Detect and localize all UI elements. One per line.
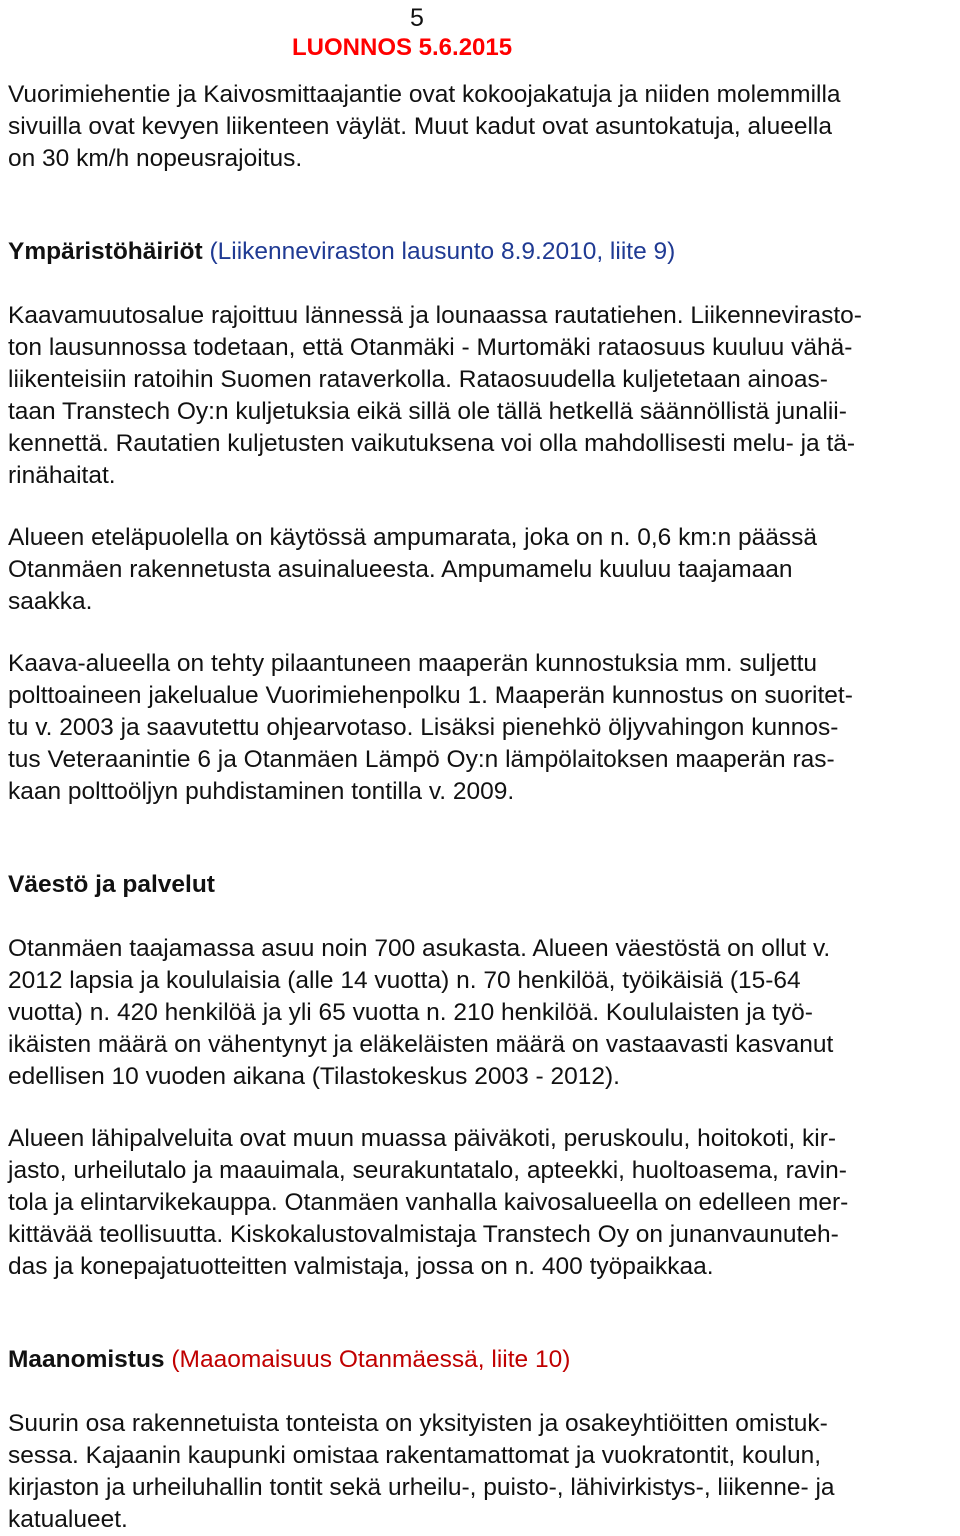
text-line: kittävää teollisuutta. Kiskokalustovalmistaja Transtech Oy on junanvaunuteh- xyxy=(8,1221,839,1248)
text-line: tola ja elintarvikekauppa. Otanmäen vanhalla kaivosalueella on edelleen mer- xyxy=(8,1189,849,1216)
text-line: taan Transtech Oy:n kuljetuksia eikä sillä ole tällä hetkellä säännöllistä junalii- xyxy=(8,398,847,425)
text-line: 2012 lapsia ja koululaisia (alle 14 vuotta) n. 70 henkilöä, työikäisiä (15-64 xyxy=(8,967,801,994)
text-line: Suurin osa rakennetuista tonteista on yksityisten ja osakeyhtiöitten omistuk- xyxy=(8,1410,828,1437)
environment-paragraph-3 xyxy=(8,648,952,808)
text-line: sivuilla ovat kevyen liikenteen väylät. Muut kadut ovat asuntokatuja, alueella xyxy=(8,113,832,140)
text-line: Kaava-alueella on tehty pilaantuneen maaperän kunnostuksia mm. suljettu xyxy=(8,650,818,677)
text-line: kennettä. Rautatien kuljetusten vaikutuksena voi olla mahdollisesti melu- ja tä- xyxy=(8,430,856,457)
environment-paragraph-2 xyxy=(8,522,952,618)
text-line: kaan polttoöljyn puhdistaminen tontilla v. 2009. xyxy=(8,778,515,805)
section-title: Maanomistus xyxy=(8,1346,165,1373)
text-line: tus Veteraanintie 6 ja Otanmäen Lämpö Oy:n lämpölaitoksen maaperän ras- xyxy=(8,746,835,773)
text-line: Otanmäen rakennetusta asuinalueesta. Ampumamelu kuuluu taajamaan xyxy=(8,556,793,583)
section-heading-ownership xyxy=(8,1344,570,1376)
section-reference: (Maaomaisuus Otanmäessä, liite 10) xyxy=(171,1346,571,1373)
intro-paragraph xyxy=(8,79,952,175)
text-line: edellisen 10 vuoden aikana (Tilastokeskus 2003 - 2012). xyxy=(8,1063,620,1090)
text-line: Alueen eteläpuolella on käytössä ampumarata, joka on n. 0,6 km:n päässä xyxy=(8,524,818,551)
text-line: ikäisten määrä on vähentynyt ja eläkeläisten määrä on vastaavasti kasvanut xyxy=(8,1031,834,1058)
ownership-paragraph-1 xyxy=(8,1408,952,1536)
section-reference: (Liikenneviraston lausunto 8.9.2010, liite 9) xyxy=(209,238,676,265)
text-line: Vuorimiehentie ja Kaivosmittaajantie ovat kokoojakatuja ja niiden molemmilla xyxy=(8,81,841,108)
text-line: das ja konepajatuotteitten valmistaja, jossa on n. 400 työpaikkaa. xyxy=(8,1253,714,1280)
text-line: tu v. 2003 ja saavutettu ohjearvotaso. Lisäksi pienehkö öljyvahingon kunnos- xyxy=(8,714,839,741)
text-line: Kaavamuutosalue rajoittuu lännessä ja lounaassa rautatiehen. Liikennevirasto- xyxy=(8,302,862,329)
section-heading-population xyxy=(8,869,215,901)
text-line: sessa. Kajaanin kaupunki omistaa rakentamattomat ja vuokratontit, koulun, xyxy=(8,1442,822,1469)
text-line: polttoaineen jakelualue Vuorimiehenpolku 1. Maaperän kunnostus on suoritet- xyxy=(8,682,853,709)
text-line: saakka. xyxy=(8,588,93,615)
page-number: 5 xyxy=(410,4,424,32)
text-line: on 30 km/h nopeusrajoitus. xyxy=(8,145,303,172)
text-line: Alueen lähipalveluita ovat muun muassa päiväkoti, peruskoulu, hoitokoti, kir- xyxy=(8,1125,837,1152)
text-line: rinähaitat. xyxy=(8,462,116,489)
population-paragraph-1 xyxy=(8,933,952,1093)
section-heading-environment xyxy=(8,236,675,268)
text-line: liikenteisiin ratoihin Suomen rataverkolla. Rataosuudella kuljetetaan ainoas- xyxy=(8,366,828,393)
text-line: kirjaston ja urheiluhallin tontit sekä urheilu-, puisto-, lähivirkistys-, liikenne- ja xyxy=(8,1474,835,1501)
text-line: jasto, urheilutalo ja maauimala, seurakuntatalo, apteekki, huoltoasema, ravin- xyxy=(8,1157,847,1184)
draft-label: LUONNOS 5.6.2015 xyxy=(292,34,513,61)
text-line: katualueet. xyxy=(8,1506,128,1533)
text-line: ton lausunnossa todetaan, että Otanmäki - Murtomäki rataosuus kuuluu vähä- xyxy=(8,334,853,361)
population-paragraph-2 xyxy=(8,1123,952,1283)
text-line: vuotta) n. 420 henkilöä ja yli 65 vuotta n. 210 henkilöä. Koululaisten ja työ- xyxy=(8,999,813,1026)
text-line: Otanmäen taajamassa asuu noin 700 asukasta. Alueen väestöstä on ollut v. xyxy=(8,935,831,962)
section-title: Ympäristöhäiriöt xyxy=(8,238,203,265)
environment-paragraph-1 xyxy=(8,300,952,492)
section-title: Väestö ja palvelut xyxy=(8,871,215,898)
